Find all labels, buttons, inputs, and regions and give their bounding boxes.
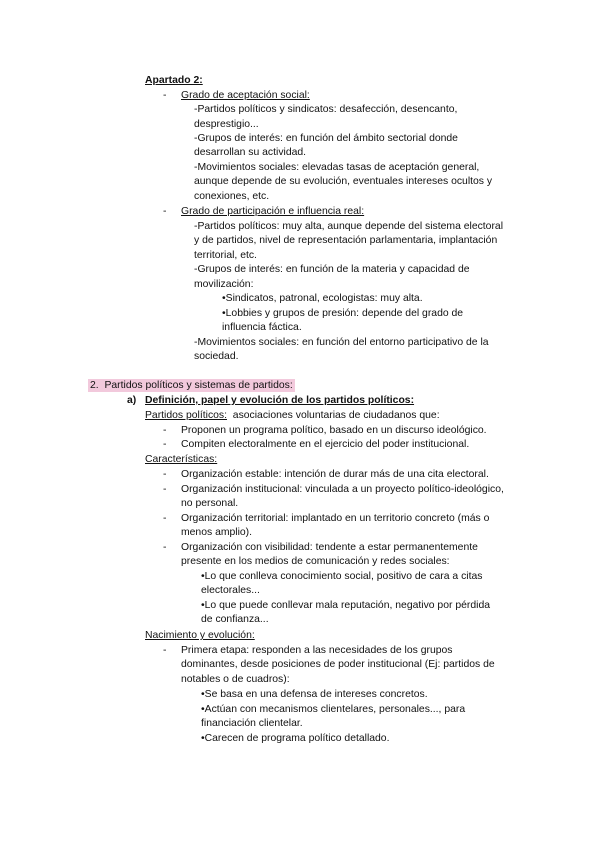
bullet-dash: - (163, 484, 167, 495)
bullet-dash: - (163, 439, 167, 450)
caracteristicas-label: Características: (145, 454, 218, 465)
aceptacion-grupos-line1: -Grupos de interés: en función del ámbito sectorial donde (194, 133, 458, 144)
bullet-dash: - (163, 542, 167, 553)
nacimiento-item-1-line3: notables o de cuadros): (181, 674, 290, 685)
caracteristica-1: Organización estable: intención de durar más de una cita electoral. (181, 469, 489, 480)
caracteristica-3-line2: menos amplio). (181, 527, 253, 538)
nacimiento-sub-3: •Carecen de programa político detallado. (201, 733, 390, 744)
nacimiento-sub-2-line2: financiación clientelar. (201, 718, 303, 729)
aceptacion-movimientos-line1: -Movimientos sociales: elevadas tasas de aceptación general, (194, 162, 480, 173)
aceptacion-grupos-line2: desarrollan su actividad. (194, 147, 307, 158)
caracteristica-sub-1-line2: electorales... (201, 585, 260, 596)
caracteristica-sub-2-line1: •Lo que puede conllevar mala reputación, negativo por pérdida (201, 600, 490, 611)
caracteristica-sub-2-line2: de confianza... (201, 614, 269, 625)
bullet-dash: - (163, 425, 167, 436)
bullet-dash: - (163, 206, 167, 217)
subsection-title: Definición, papel y evolución de los partidos políticos: (145, 395, 415, 406)
nacimiento-label: Nacimiento y evolución: (145, 630, 255, 641)
bullet-dash: - (163, 90, 167, 101)
definition-item-1: Proponen un programa político, basado en un discurso ideológico. (181, 425, 487, 436)
participacion-grupos-line1: -Grupos de interés: en función de la materia y capacidad de (194, 264, 470, 275)
participacion-movimientos-line2: sociedad. (194, 351, 239, 362)
participacion-sub-sindicatos: •Sindicatos, patronal, ecologistas: muy alta. (222, 293, 423, 304)
aceptacion-heading: Grado de aceptación social: (181, 90, 310, 101)
nacimiento-item-1-line2: dominantes, desde posiciones de poder institucional (Ej: partidos de (181, 659, 495, 670)
caracteristica-4-line1: Organización con visibilidad: tendente a estar permanentemente (181, 542, 478, 553)
definition-text: asociaciones voluntarias de ciudadanos que: (232, 410, 440, 421)
participacion-sub-lobbies-line2: influencia fáctica. (222, 322, 302, 333)
participacion-heading: Grado de participación e influencia real: (181, 206, 365, 217)
participacion-grupos-line2: movilización: (194, 279, 254, 290)
bullet-dash: - (163, 513, 167, 524)
nacimiento-sub-1: •Se basa en una defensa de intereses concretos. (201, 689, 428, 700)
nacimiento-sub-2-line1: •Actúan con mecanismos clientelares, personales..., para (201, 704, 466, 715)
section-title: Partidos políticos y sistemas de partidos: (104, 380, 293, 391)
section-2-heading (88, 379, 295, 392)
participacion-partidos-line2: y de partidos, nivel de representación parlamentaria, implantación (194, 235, 498, 246)
participacion-movimientos-line1: -Movimientos sociales: en función del entorno participativo de la (194, 337, 489, 348)
caracteristica-2-line2: no personal. (181, 498, 239, 509)
definition-item-2: Compiten electoralmente en el ejercicio del poder institucional. (181, 439, 470, 450)
section-number: 2. (90, 380, 99, 391)
aceptacion-partidos-line1: -Partidos políticos y sindicatos: desafección, desencanto, (194, 104, 458, 115)
participacion-partidos-line1: -Partidos políticos: muy alta, aunque depende del sistema electoral (194, 221, 504, 232)
caracteristica-sub-1-line1: •Lo que conlleva conocimiento social, positivo de cara a citas (201, 571, 483, 582)
subsection-letter: a) (127, 395, 137, 406)
caracteristica-2-line1: Organización institucional: vinculada a un proyecto político-ideológico, (181, 484, 504, 495)
participacion-partidos-line3: territorial, etc. (194, 250, 257, 261)
aceptacion-movimientos-line3: conexiones, etc. (194, 191, 270, 202)
bullet-dash: - (163, 469, 167, 480)
apartado-title: Apartado 2: (145, 75, 203, 86)
aceptacion-partidos-line2: desprestigio... (194, 119, 259, 130)
aceptacion-movimientos-line2: aunque depende de su evolución, eventuales intereses ocultos y (194, 176, 493, 187)
bullet-dash: - (163, 645, 167, 656)
caracteristica-4-line2: presente en los medios de comunicación y redes sociales: (181, 556, 450, 567)
caracteristica-3-line1: Organización territorial: implantado en un territorio concreto (más o (181, 513, 490, 524)
definition-label: Partidos políticos: (145, 410, 228, 421)
nacimiento-item-1-line1: Primera etapa: responden a las necesidades de los grupos (181, 645, 453, 656)
participacion-sub-lobbies-line1: •Lobbies y grupos de presión: depende del grado de (222, 308, 464, 319)
definition-line (145, 409, 440, 422)
